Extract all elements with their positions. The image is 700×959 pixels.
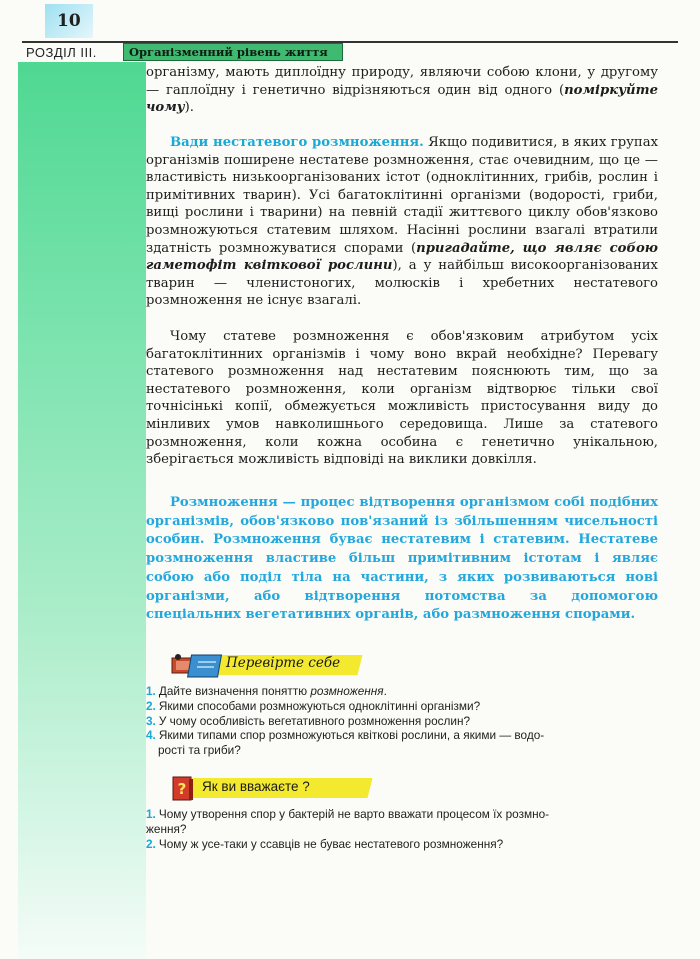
para1-line2: другому — гаплоїдну і генетично відрізняються один від одного <box>146 65 658 98</box>
paragraph-asexual-drawbacks <box>146 134 658 310</box>
para1-paren-close: ). <box>184 100 194 116</box>
question-text-cont: рості та гриби? <box>158 743 241 758</box>
notebook-pen-icon <box>170 652 230 680</box>
question-item <box>146 837 658 852</box>
question-item <box>146 728 658 758</box>
check-yourself-questions <box>146 684 658 758</box>
what-do-you-think-title: Як ви вважаєте ? <box>202 779 310 794</box>
question-text: Якими типами спор розмножуються квіткові рослини, а якими — водо- <box>158 728 545 743</box>
question-text: У чому особливість вегетативного розмноження рослин? <box>158 713 471 728</box>
para2-italic: пригадайте, що являє собою гаметофіт квіткової рослини <box>146 240 658 274</box>
question-number: 2. <box>146 698 156 713</box>
check-yourself-banner <box>170 652 360 678</box>
question-text-end: . <box>383 684 387 698</box>
paragraph-heading: Вади нестатевого розмноження. <box>170 135 424 150</box>
paragraph-continuation <box>146 64 658 117</box>
question-text: Дайте визначення поняттю <box>158 684 311 698</box>
question-number: 1. <box>146 807 156 821</box>
what-do-you-think-questions <box>146 807 658 851</box>
question-text: Чому ж усе-таки у ссавців не буває нестатевого розмноження? <box>158 836 504 851</box>
header-rule <box>22 41 678 43</box>
question-text-cont: ження? <box>146 821 187 836</box>
para1-line1: організму, мають диплоїдну природу, являючи собою клони, у <box>146 65 596 80</box>
para1-italic: поміркуйте чому <box>146 82 658 116</box>
definition-block <box>146 494 658 625</box>
paragraph-sexual-reason <box>146 328 658 469</box>
question-number: 4. <box>146 728 156 743</box>
question-italic-term: розмноження <box>310 684 384 698</box>
question-number: 1. <box>146 684 156 698</box>
svg-text:?: ? <box>177 780 187 798</box>
para3-text: Чому статеве розмноження є обов'язковим атрибутом усіх багатоклітинних організмів і чому воно вкрай необхідне? Перевагу статевого розмноження над нестатевим пояснюють тим, що за нестатевого розмноження, коли організм відтворює тільки свої точнісінькі копії, обмежується можливість пристосування виду до мінливих умов навколишнього середовища. Лише за статевого розмноження, коли кожна особина є генетично унікальною, зберігається можливість відповіді на виклики довкілля. <box>146 329 658 468</box>
para1-paren-open: ( <box>558 82 565 98</box>
question-item <box>146 807 658 837</box>
question-item <box>146 699 658 714</box>
para2-text-b: ), а у найбільш високоорганізованих тварин — членистоногих, молюсків і хребетних нестатевого розмноження не існує взагалі. <box>146 258 658 309</box>
question-book-icon <box>170 775 196 803</box>
question-text: Чому утворення спор у бактерій не варто вважати процесом їх розмно- <box>158 807 550 821</box>
question-number: 2. <box>146 836 156 851</box>
section-label: РОЗДІЛ III. <box>26 45 97 60</box>
question-number: 3. <box>146 713 156 728</box>
question-item <box>146 684 658 699</box>
question-text: Якими способами розмножуються одноклітинні організми? <box>158 698 481 713</box>
definition-text: Розмноження — процес відтворення організмом собі подібних організмів, обов'язково пов'язаний із збільшенням чисельності особин. Розмноження буває нестатевим і статевим. Нестатеве розмноження властиве більш примітивним істотам і являє собою або поділ тіла на частини, з яких розвиваються нові організми, або відтворення потомства за допомогою спеціальних вегетативних органів, або размноження спорами. <box>146 495 658 623</box>
page-number: 10 <box>57 11 81 31</box>
what-do-you-think-banner <box>170 775 370 801</box>
section-title: Організменний рівень життя <box>123 43 343 61</box>
question-item <box>146 714 658 729</box>
side-decoration-band <box>18 62 146 959</box>
para2-text-a: Якщо подивитися, в яких групах організмів поширене нестатеве розмноження, стає очевидним, що це — властивість низькоорганізованих істот (одноклітинних, грибів, рослин і примітивних тварин). Усі багатоклітинні організми (водорості, гриби, вищі рослини і тварини) на певній стадії життєвого циклу обов'язково розмножуються статевим шляхом. Насінні рослини взагалі втратили здатність розмножуватися спорами ( <box>146 135 658 256</box>
check-yourself-title: Перевірте себе <box>226 655 341 671</box>
